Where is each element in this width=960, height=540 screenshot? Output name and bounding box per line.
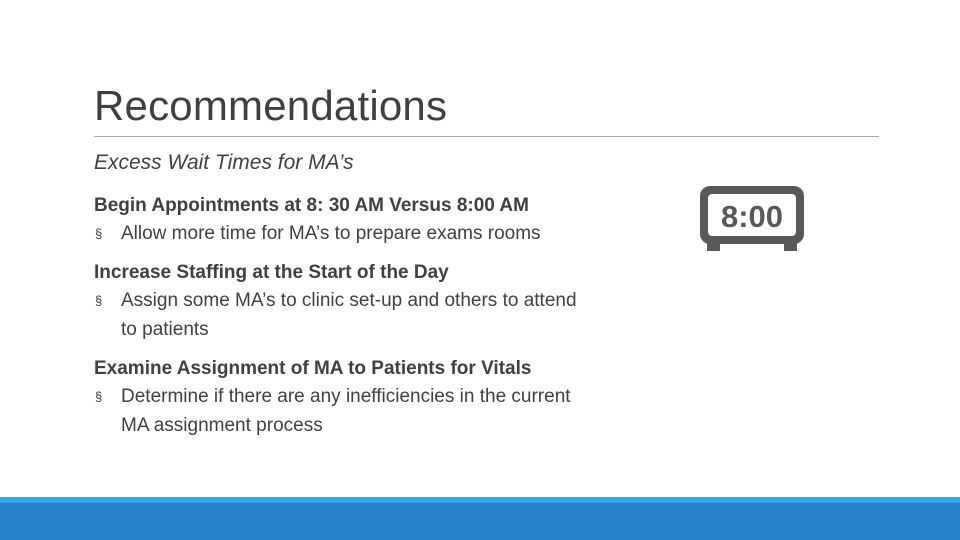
recommendation-item: [94, 260, 654, 344]
recommendation-item: [94, 193, 654, 248]
slide-title: Recommendations: [94, 82, 448, 129]
bullet-icon: §: [95, 389, 103, 404]
recommendation-bullet: [94, 219, 654, 248]
recommendation-heading: Examine Assignment of MA to Patients for Vitals: [94, 358, 532, 379]
bullet-text: Determine if there are any inefficiencies in the current MA assignment process: [121, 386, 571, 436]
clock-left-foot: [707, 243, 720, 251]
title-divider: [94, 136, 879, 137]
recommendation-item: [94, 356, 654, 440]
recommendation-bullet: [94, 286, 591, 344]
footer-highlight-line: [0, 497, 960, 503]
bullet-text: Assign some MA’s to clinic set-up and others to attend to patients: [121, 290, 577, 340]
recommendation-list: [94, 193, 654, 452]
bullet-text: Allow more time for MA’s to prepare exams rooms: [121, 223, 541, 244]
alarm-clock-icon: [698, 185, 806, 253]
clock-right-foot: [784, 243, 797, 251]
recommendation-heading: Begin Appointments at 8: 30 AM Versus 8:00 AM: [94, 195, 529, 216]
slide-subtitle: Excess Wait Times for MA’s: [94, 151, 354, 174]
recommendation-bullet: [94, 382, 591, 440]
bullet-icon: §: [95, 293, 103, 308]
bullet-icon: §: [95, 226, 103, 241]
recommendation-heading: Increase Staffing at the Start of the Day: [94, 262, 449, 283]
clock-time-text: 8:00: [720, 199, 784, 234]
footer-band: [0, 497, 960, 540]
